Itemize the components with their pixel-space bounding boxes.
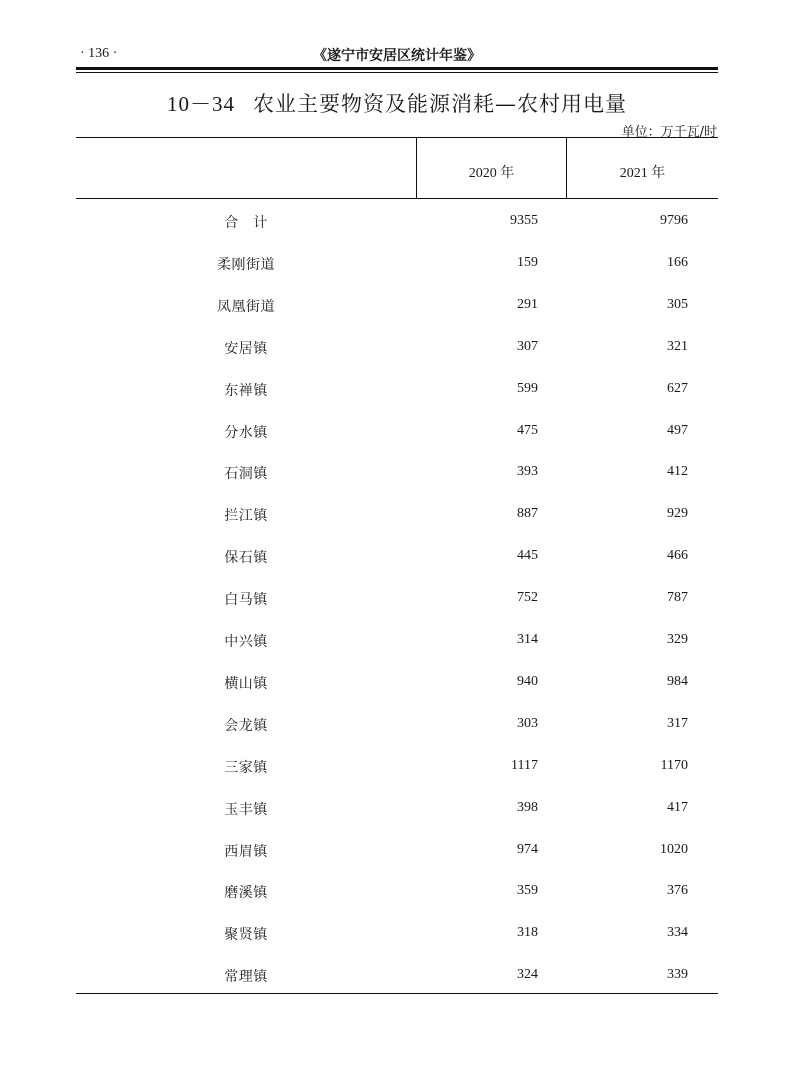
value-2021: 376	[667, 883, 688, 899]
value-2020: 159	[517, 254, 538, 270]
unit-label: 单位：万千瓦/时	[621, 125, 717, 140]
row-label: 横山镇	[224, 675, 268, 692]
value-2021: 466	[667, 548, 688, 564]
value-2020: 887	[517, 506, 538, 522]
table-row	[76, 452, 718, 494]
row-label: 常理镇	[224, 969, 268, 986]
value-2020: 398	[517, 799, 538, 815]
column-header-2021: 2021 年	[619, 166, 666, 181]
row-label: 保石镇	[224, 550, 268, 567]
table-header-row	[76, 138, 718, 199]
table-row	[76, 411, 718, 453]
value-2020: 475	[517, 422, 538, 438]
row-label: 会龙镇	[224, 717, 268, 734]
value-2020: 303	[517, 715, 538, 731]
table-row	[76, 243, 718, 285]
page-header	[76, 44, 718, 64]
value-2020: 393	[517, 464, 538, 480]
table-row	[76, 788, 718, 830]
value-2020: 1117	[511, 757, 538, 773]
row-label: 三家镇	[224, 759, 268, 776]
table-row	[76, 913, 718, 955]
row-label: 东禅镇	[224, 382, 268, 399]
value-2021: 9796	[660, 213, 688, 228]
table-row	[76, 620, 718, 662]
table-row	[76, 494, 718, 536]
value-2020: 318	[517, 925, 538, 941]
table-row	[76, 285, 718, 327]
value-2021: 787	[667, 590, 688, 606]
value-2020: 445	[517, 548, 538, 564]
table-row	[76, 201, 718, 243]
row-label: 白马镇	[224, 592, 268, 609]
value-2021: 1020	[660, 841, 688, 857]
table-row	[76, 704, 718, 746]
header-rule-thick	[76, 67, 718, 70]
table-row	[76, 662, 718, 704]
value-2021: 417	[667, 799, 688, 815]
value-2021: 497	[667, 422, 688, 438]
table-title-text: 农业主要物资及能源消耗—农村用电量	[253, 92, 627, 116]
row-label: 西眉镇	[224, 843, 268, 860]
value-2020: 314	[517, 632, 538, 647]
table-number: 10－34	[167, 92, 235, 116]
row-label: 安居镇	[224, 340, 268, 357]
value-2021: 339	[667, 967, 688, 983]
value-2021: 984	[667, 673, 688, 689]
row-label: 磨溪镇	[224, 885, 268, 902]
value-2021: 321	[667, 338, 688, 354]
table-row	[76, 955, 718, 997]
value-2020: 752	[517, 590, 538, 606]
row-label: 石洞镇	[224, 466, 268, 483]
row-label: 凤凰街道	[217, 298, 275, 315]
value-2021: 329	[667, 632, 688, 647]
table-row	[76, 830, 718, 872]
column-header-2020: 2020 年	[468, 166, 515, 181]
value-2020: 974	[517, 841, 538, 857]
value-2021: 412	[667, 464, 688, 480]
value-2020: 291	[517, 296, 538, 312]
table-row	[76, 369, 718, 411]
table-row	[76, 327, 718, 369]
row-label: 柔刚街道	[217, 256, 275, 273]
value-2020: 324	[517, 967, 538, 983]
value-2021: 334	[667, 925, 688, 941]
data-table	[76, 137, 718, 994]
table-row	[76, 746, 718, 788]
value-2020: 9355	[510, 213, 538, 228]
row-label: 中兴镇	[224, 634, 268, 650]
value-2021: 305	[667, 296, 688, 312]
table-title	[76, 88, 718, 118]
value-2020: 307	[517, 338, 538, 354]
table-row	[76, 871, 718, 913]
value-2021: 929	[667, 506, 688, 522]
value-2020: 599	[517, 380, 538, 396]
running-title: 《遂宁市安居区统计年鉴》	[313, 48, 481, 64]
table-row	[76, 536, 718, 578]
page-number: · 136 ·	[80, 46, 118, 61]
value-2021: 627	[667, 380, 688, 396]
table-row	[76, 578, 718, 620]
value-2021: 166	[667, 254, 688, 270]
row-label: 玉丰镇	[224, 801, 268, 818]
row-label: 聚贤镇	[224, 927, 268, 944]
value-2021: 317	[667, 715, 688, 731]
row-label: 分水镇	[224, 424, 268, 441]
value-2020: 359	[517, 883, 538, 899]
value-2021: 1170	[660, 757, 688, 773]
row-label: 拦江镇	[224, 508, 268, 525]
row-label: 合 计	[224, 215, 268, 231]
value-2020: 940	[517, 673, 538, 689]
header-rule-thin	[76, 72, 718, 73]
